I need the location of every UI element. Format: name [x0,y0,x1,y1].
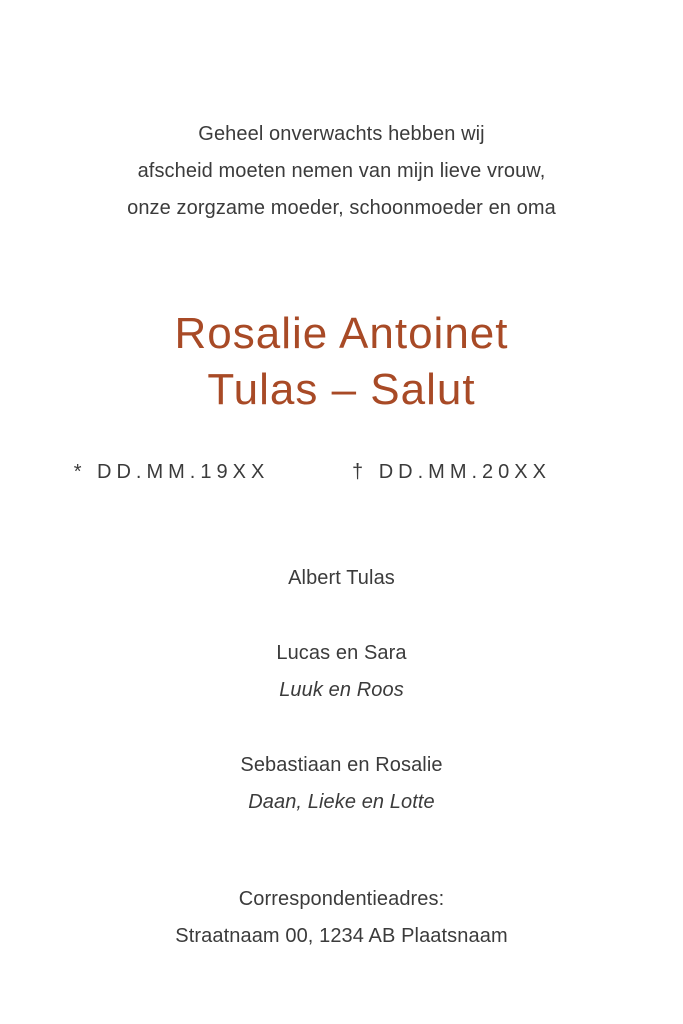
intro-line-3: onze zorgzame moeder, schoonmoeder en oma [127,197,556,219]
death-date: † DD.MM.20XX [352,461,551,483]
child-2-names: Sebastiaan en Rosalie [240,754,443,776]
birth-date: * DD.MM.19XX [73,461,270,483]
intro-line-1: Geheel onverwachts hebben wij [198,123,485,145]
grandchildren-2-names: Daan, Lieke en Lotte [248,791,435,813]
child-1-names: Lucas en Sara [276,642,407,664]
correspondence-label: Correspondentieadres: [238,888,445,910]
deceased-name-line-1: Rosalie Antoinet [174,309,509,358]
spouse-name: Albert Tulas [288,567,395,589]
deceased-name-line-2: Tulas – Salut [207,365,476,414]
correspondence-address: Straatnaam 00, 1234 AB Plaatsnaam [175,925,508,947]
grandchildren-1-names: Luuk en Roos [279,679,404,701]
intro-line-2: afscheid moeten nemen van mijn lieve vrouw, [137,160,546,182]
